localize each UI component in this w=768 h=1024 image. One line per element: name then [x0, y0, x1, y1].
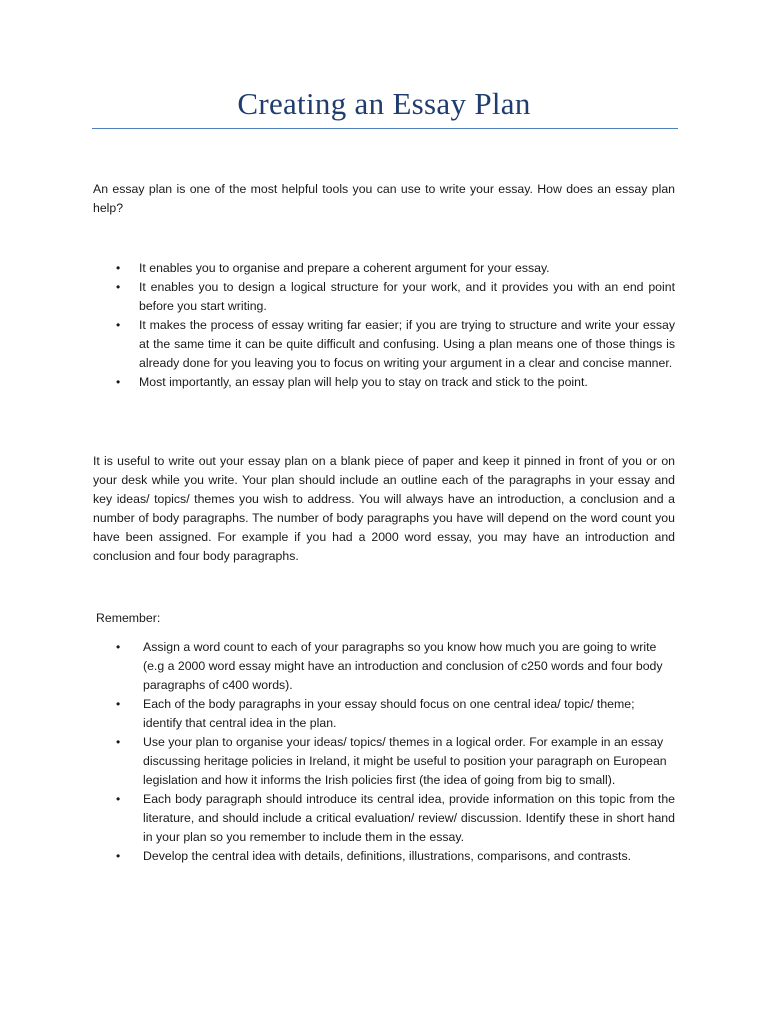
list-item-text: It makes the process of essay writing far easier; if you are trying to structure and write your essay at the same time it can be quite difficult and confusing. Using a plan means one of those things is already done for you leaving you to focus on writing your argument in a clear and concise manner. — [139, 318, 675, 370]
bullet-icon: • — [116, 640, 121, 654]
list-item-text: Each body paragraph should introduce its central idea, provide information on this topic from the literature, and should include a critical evaluation/ review/ discussion. Identify these in short hand in your plan so you remember to include them in the essay. — [143, 792, 675, 844]
bullet-icon: • — [116, 849, 121, 863]
list-item-text: It enables you to organise and prepare a coherent argument for your essay. — [139, 261, 550, 275]
list-item — [116, 316, 675, 373]
body-paragraph: It is useful to write out your essay plan on a blank piece of paper and keep it pinned in front of you or on your desk while you write. Your plan should include an outline each of the paragraphs in your essay and key ideas/ topics/ themes you wish to address. You will always have an introduction, a conclusion and a number of body paragraphs. The number of body paragraphs you have will depend on the word count you have been assigned. For example if you had a 2000 word essay, you may have an introduction and conclusion and four body paragraphs. — [93, 454, 675, 563]
bullet-icon: • — [116, 280, 121, 294]
list-item-text: Assign a word count to each of your paragraphs so you know how much you are going to write (e.g a 2000 word essay might have an introduction and conclusion of c250 words and four body paragraphs of c400 words). — [143, 640, 663, 692]
list-item — [116, 278, 675, 316]
list-item — [116, 373, 675, 392]
list-item — [116, 847, 675, 866]
bullet-icon: • — [116, 735, 121, 749]
list-item — [116, 695, 675, 733]
title-underline — [92, 128, 678, 129]
list-item — [116, 638, 675, 695]
remember-heading: Remember: — [96, 611, 161, 625]
bullet-icon: • — [116, 375, 121, 389]
bullet-icon: • — [116, 261, 121, 275]
benefits-list — [116, 259, 675, 392]
list-item — [116, 259, 675, 278]
list-item — [116, 790, 675, 847]
intro-paragraph: An essay plan is one of the most helpful tools you can use to write your essay. How does an essay plan help? — [93, 182, 675, 215]
list-item — [116, 733, 675, 790]
list-item-text: Develop the central idea with details, definitions, illustrations, comparisons, and contrasts. — [143, 849, 632, 863]
page-title: Creating an Essay Plan — [237, 86, 531, 121]
list-item-text: Each of the body paragraphs in your essay should focus on one central idea/ topic/ theme; identify that central idea in the plan. — [143, 697, 635, 730]
list-item-text: Most importantly, an essay plan will help you to stay on track and stick to the point. — [139, 375, 588, 389]
bullet-icon: • — [116, 792, 121, 806]
bullet-icon: • — [116, 318, 121, 332]
list-item-text: Use your plan to organise your ideas/ topics/ themes in a logical order. For example in an essay discussing heritage policies in Ireland, it might be useful to position your paragraph on European legislation and how it informs the Irish policies first (the idea of going from big to small). — [143, 735, 667, 787]
list-item-text: It enables you to design a logical structure for your work, and it provides you with an end point before you start writing. — [139, 280, 675, 313]
bullet-icon: • — [116, 697, 121, 711]
remember-list — [116, 638, 675, 866]
